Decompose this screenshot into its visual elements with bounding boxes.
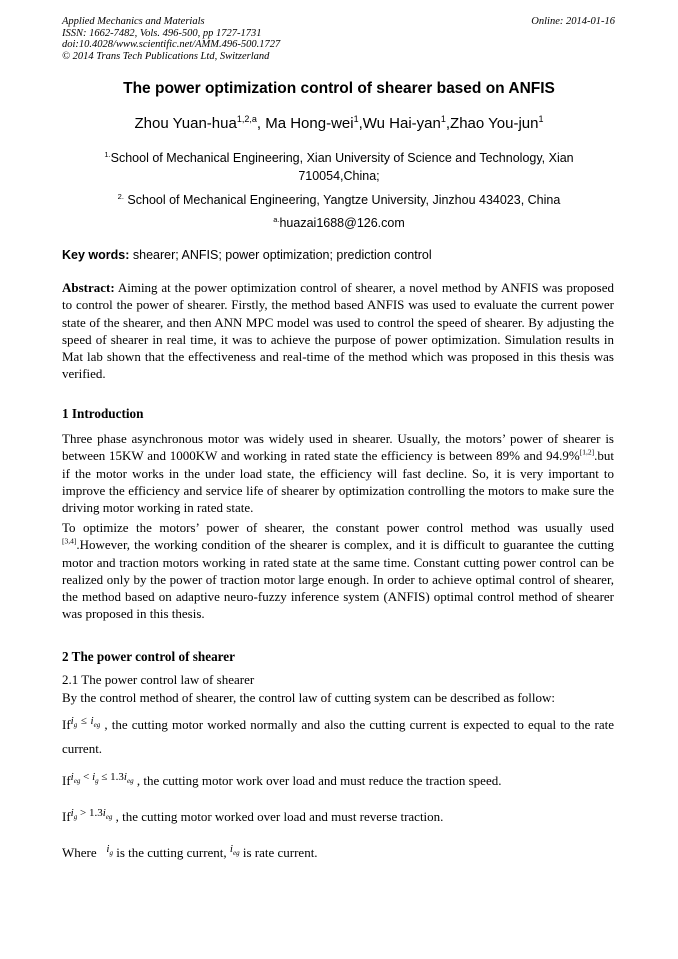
formula bbox=[70, 715, 101, 730]
control-law-sentence: By the control method of shearer, the control law of cutting system can be described as follow: bbox=[62, 690, 555, 705]
variable-definition bbox=[62, 845, 318, 862]
journal-header bbox=[62, 16, 280, 62]
email-mark: a. bbox=[273, 214, 280, 224]
author-affiliation-mark: 1,2,a bbox=[236, 114, 257, 124]
paragraph-text: Three phase asynchronous motor was widely used in shearer. Usually, the motors’ power of shearer is between 15KW and 1000KW and working in rated state the efficiency is between 89% and 94.9% bbox=[62, 431, 614, 464]
keywords-text: shearer; ANFIS; power optimization; prediction control bbox=[129, 248, 432, 262]
online-date: Online: 2014-01-16 bbox=[531, 16, 615, 27]
paragraph-text: .but if the motor works in the under load state, the efficiency will fast decline. So, it is very important to improve the efficiency and service life of shearer by optimization controlling the motors to make sure the driving motor working in rated state. bbox=[62, 448, 614, 516]
abstract-label: Abstract: bbox=[62, 280, 115, 295]
condition-text: , the cutting motor worked normally and also the cutting current is expected to equal to the rate current. bbox=[62, 717, 614, 756]
math-sub: eg bbox=[126, 777, 134, 786]
math-sub: eg bbox=[105, 813, 113, 822]
formula bbox=[70, 771, 134, 786]
author-name: Ma Hong-wei bbox=[265, 115, 354, 132]
math-op: ≤ bbox=[77, 715, 91, 727]
math-var: i bbox=[70, 807, 74, 819]
if-word: If bbox=[62, 773, 71, 788]
copyright-line: © 2014 Trans Tech Publications Ltd, Switzerland bbox=[62, 50, 270, 62]
where-word: Where bbox=[62, 845, 97, 860]
author-name: Zhao You-jun bbox=[450, 115, 539, 132]
affiliation-text: School of Mechanical Engineering, Xian University of Science and Technology, Xian 710054,China; bbox=[110, 151, 574, 183]
math-var: i bbox=[106, 843, 110, 855]
condition-3 bbox=[62, 808, 614, 832]
math-sub: eg bbox=[93, 721, 101, 730]
condition-text: , the cutting motor work over load and must reduce the traction speed. bbox=[133, 773, 502, 788]
math-var: i bbox=[229, 843, 233, 855]
section-heading: 2 The power control of shearer bbox=[62, 649, 236, 664]
abstract-text: Aiming at the power optimization control of shearer, a novel method by ANFIS was proposed to control the power of shearer. Firstly, the method based ANFIS was used to evaluate the current power state of the shearer, and then ANN MPC model was used to control the speed of shearer. By adjusting the speed of shearer in real time, it was to achieve the purpose of power optimization. Simulation results in Mat lab shown that the effectiveness and real-time of the method which was proposed in this thesis was verified. bbox=[62, 280, 614, 382]
abstract bbox=[62, 279, 614, 383]
math-sub: eg bbox=[232, 849, 240, 858]
math-sub: g bbox=[109, 849, 113, 858]
intro-paragraph-1 bbox=[62, 430, 614, 516]
math-op: > 1.3 bbox=[77, 807, 103, 819]
author-affiliation-mark: 1 bbox=[538, 114, 544, 124]
math-sub: g bbox=[73, 813, 78, 822]
author-affiliation-mark: 1 bbox=[353, 114, 359, 124]
affiliation-1 bbox=[90, 149, 588, 185]
affiliation-2 bbox=[90, 191, 588, 209]
math-var: i bbox=[70, 715, 74, 727]
paragraph-text: To optimize the motors’ power of shearer, the constant power control method was usually used bbox=[62, 520, 614, 535]
author-email bbox=[0, 216, 678, 230]
author-separator: , bbox=[358, 115, 363, 132]
formula bbox=[70, 807, 113, 822]
citation[interactable]: [3,4] bbox=[62, 536, 77, 546]
math-var: i bbox=[92, 771, 96, 783]
paragraph-text: .However, the working condition of the shearer is complex, and it is difficult to guarantee the cutting motor and traction motors working in rated state at the same time. Constant cutting power control can be realized only by the power of traction motor large enough. In order to achieve optimal control of shearer, the method based on adaptive neuro-fuzzy inference system (ANFIS) optimal control method of shearer was proposed in this thesis. bbox=[62, 537, 614, 622]
intro-paragraph-2 bbox=[62, 519, 614, 623]
formula bbox=[229, 843, 240, 858]
definition-text: is rate current. bbox=[239, 845, 318, 860]
author-name: Zhou Yuan-hua bbox=[134, 115, 237, 132]
journal-name: Applied Mechanics and Materials bbox=[62, 16, 205, 27]
citation[interactable]: [1,2] bbox=[579, 447, 595, 457]
definition-text: is the cutting current, bbox=[112, 845, 230, 860]
math-var: i bbox=[102, 807, 106, 819]
issn-line: ISSN: 1662-7482, Vols. 496-500, pp 1727-1731 bbox=[62, 27, 262, 39]
affiliation-mark: 2. bbox=[117, 191, 124, 201]
math-op: ≤ 1.3 bbox=[98, 771, 124, 783]
keywords-label: Key words: bbox=[62, 248, 130, 262]
if-word: If bbox=[62, 717, 71, 732]
affiliation-text: School of Mechanical Engineering, Yangtze University, Jinzhou 434023, China bbox=[123, 193, 561, 207]
email-address[interactable]: huazai1688@126.com bbox=[279, 216, 405, 230]
math-op: < bbox=[80, 771, 93, 783]
subsection-heading: 2.1 The power control law of shearer bbox=[62, 672, 255, 687]
section-heading: 1 Introduction bbox=[62, 406, 144, 421]
author-affiliation-mark: 1 bbox=[440, 114, 446, 124]
condition-1 bbox=[62, 716, 614, 757]
math-var: i bbox=[90, 715, 94, 727]
condition-2 bbox=[62, 772, 614, 796]
affiliation-mark: 1. bbox=[104, 149, 111, 159]
math-var: i bbox=[70, 771, 74, 783]
doi-line[interactable]: doi:10.4028/www.scientific.net/AMM.496-500.1727 bbox=[62, 39, 281, 51]
math-var: i bbox=[123, 771, 127, 783]
formula bbox=[106, 843, 113, 858]
paper-title: The power optimization control of shearer based on ANFIS bbox=[123, 80, 555, 97]
math-sub: g bbox=[73, 721, 78, 730]
keywords bbox=[62, 248, 432, 262]
author-list bbox=[0, 115, 678, 132]
author-separator: , bbox=[445, 115, 451, 132]
author-name: Wu Hai-yan bbox=[362, 115, 441, 132]
math-sub: g bbox=[95, 777, 99, 786]
condition-text: , the cutting motor worked over load and must reverse traction. bbox=[112, 809, 444, 824]
if-word: If bbox=[62, 809, 71, 824]
author-separator: , bbox=[256, 115, 266, 132]
math-sub: eg bbox=[73, 777, 81, 786]
